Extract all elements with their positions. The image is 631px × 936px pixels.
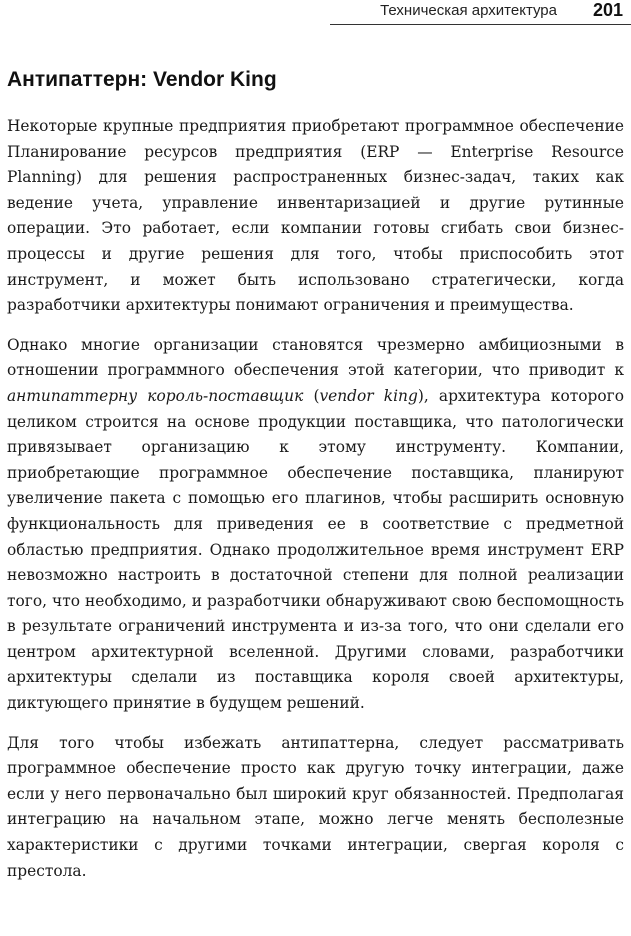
section-heading: Антипаттерн: Vendor King — [7, 68, 277, 91]
body-text — [7, 114, 624, 898]
emphasis-antipattern-term: антипаттерну король-поставщик — [7, 386, 304, 405]
paragraph-2 — [7, 333, 624, 717]
paragraph-3: Для того чтобы избежать антипаттерна, следует рассматривать программное обеспечение просто как другую точку интеграции, даже если у него первоначально был широкий круг обязанностей. Предполагая интеграцию на начальном этапе, можно легче менять бесполезные характеристики с другими точками интеграции, свергая короля с престола. — [7, 733, 624, 880]
emphasis-vendor-king: vendor king — [319, 386, 418, 405]
paragraph-1: Некоторые крупные предприятия приобретают программное обеспечение Планирование ресурсов предприятия (ERP — Enterprise Resource Planning) для решения распространенных бизнес-задач, таких как ведение учета, управление инвентаризацией и другие рутинные операции. Это работает, если компании готовы сгибать свои бизнес-процессы и другие решения для того, чтобы приспособить этот инструмент, и может быть использовано стратегически, когда разработчики архитектуры понимают ограничения и преимущества. — [7, 117, 624, 315]
header-rule — [330, 24, 631, 25]
running-header — [0, 0, 631, 26]
page-number: 201 — [592, 0, 623, 20]
paragraph-2-text-after: ), архитектура которого целиком строится на основе продукции поставщика, что патологически привязывает организацию к этому инструменту. Компании, приобретающие программное обеспечение поставщика, планируют увеличение пакета с помощью его плагинов, чтобы расширить основную функциональность для приведения ее в соответствие с предметной областью предприятия. Однако продолжительное время инструмент ERP невозможно настроить в достаточной степени для полной реализации того, что необходимо, и разработчики обнаруживают свою беспомощность в результате ограничений инструмента и из-за того, что они сделали его центром архитектурной вселенной. Другими словами, разработчики архитектуры сделали из поставщика короля своей архитектуры, диктующего принятие в будущем решений. — [7, 386, 624, 713]
paragraph-2-text-before: Однако многие организации становятся чрезмерно амбициозными в отношении программного обеспечения этой категории, что приводит к — [7, 335, 624, 380]
paragraph-2-text-middle: ( — [303, 386, 320, 405]
running-title: Техническая архитектура — [380, 2, 557, 19]
